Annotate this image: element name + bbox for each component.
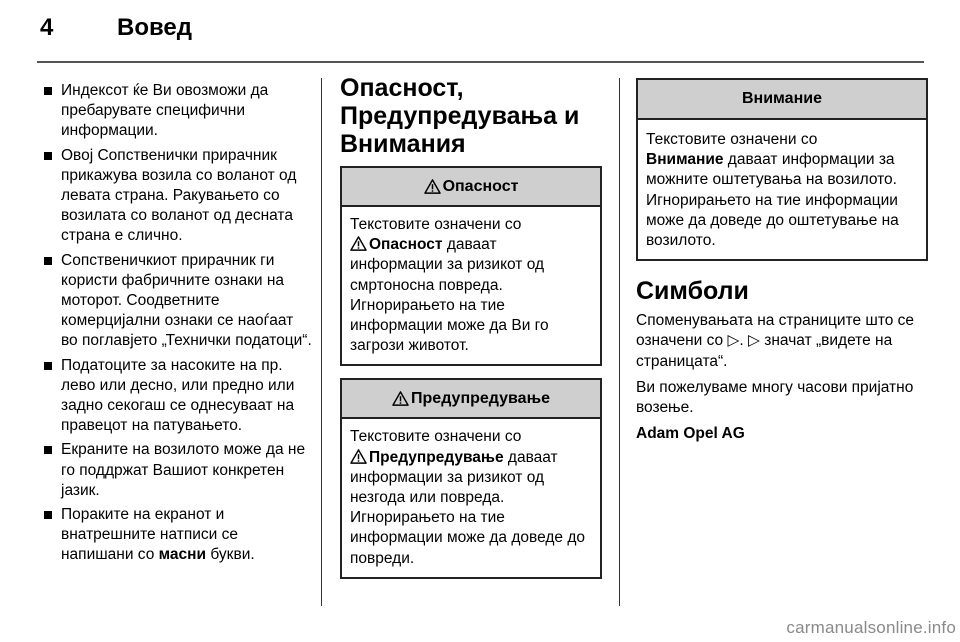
caution-title: Внимание [742, 90, 822, 107]
list-item: Пораките на екранот и внатрешните натписи се напишани со масни букви. [44, 505, 314, 566]
warning-box-header [342, 380, 600, 419]
symbols-heading: Симболи [636, 277, 749, 306]
page-number: 4 [40, 14, 54, 41]
bullet-icon [44, 362, 52, 370]
danger-box [340, 166, 602, 366]
bullet-icon [44, 511, 52, 519]
warning-triangle-icon [392, 391, 409, 406]
warning-triangle-icon [424, 179, 441, 194]
column-intro [44, 81, 314, 570]
bullet-icon [44, 87, 52, 95]
bullet-icon [44, 257, 52, 265]
bullet-icon [44, 152, 52, 160]
page-ref-icon: ▷ [727, 332, 740, 350]
warning-box [340, 378, 602, 578]
watermark: carmanualsonline.info [786, 618, 956, 637]
signature: Adam Opel AG [636, 425, 745, 443]
warning-triangle-icon [350, 449, 367, 464]
page-header [0, 0, 960, 60]
intro-list [44, 81, 314, 566]
caution-box-header [638, 80, 926, 120]
section-heading: Опасност, Предупредувања и Внимания [340, 74, 580, 158]
list-item: Податоците за насоките на пр. лево или десно, или предно или задно секогаш се однесуваат на правецот на патувањето. [44, 356, 314, 437]
warning-title: Предупредување [411, 389, 550, 407]
list-item: Овој Сопственички прирачник прикажува возила со воланот од левата страна. Ракувањето со возилата со воланот од десната страна е слично. [44, 146, 314, 247]
bold-word: масни [158, 546, 207, 564]
warning-text: Текстовите означени со Предупредување даваат информации за ризикот од незгода или повреда. Игнорирањето на тие информации може да доведе до повреди. [350, 428, 585, 567]
danger-text: Текстовите означени со Опасност даваат информации за ризикот од смртоносна повреда. Игнорирањето на тие информации може да Ви го загрози животот. [350, 216, 549, 355]
danger-title: Опасност [442, 177, 519, 195]
header-rule [37, 61, 924, 63]
list-item: Екраните на возилото може да не го поддржат Вашиот конкретен јазик. [44, 440, 314, 501]
list-item: Сопственичкиот прирачник ги користи фабричните ознаки на моторот. Соодветните комерцијални ознаки се наоѓаат во поглавјето „Технички податоци“. [44, 251, 314, 352]
closing-paragraph: Ви пожелуваме многу часови пријатно возење. [636, 378, 914, 417]
bullet-icon [44, 446, 52, 454]
column-caution-symbols [636, 78, 928, 450]
column-divider-right [619, 78, 620, 606]
column-safety [340, 74, 602, 591]
danger-box-header [342, 168, 600, 207]
caution-box [636, 78, 928, 261]
page-ref-icon: ▷ [748, 332, 760, 350]
symbols-paragraph: Споменувањата на страниците што се означени со ▷. ▷ значат „видете на страницата“. [636, 312, 915, 370]
list-item: Индексот ќе Ви овозможи да пребарувате специфични информации. [44, 81, 314, 142]
column-divider-left [321, 78, 322, 606]
caution-text: Текстовите означени со Внимание даваат информации за можните оштетувања на возилото. Игнорирањето на тие информации може да доведе до оштетување на возилото. [646, 131, 899, 250]
warning-triangle-icon [350, 236, 367, 251]
page-title: Вовед [117, 14, 193, 41]
